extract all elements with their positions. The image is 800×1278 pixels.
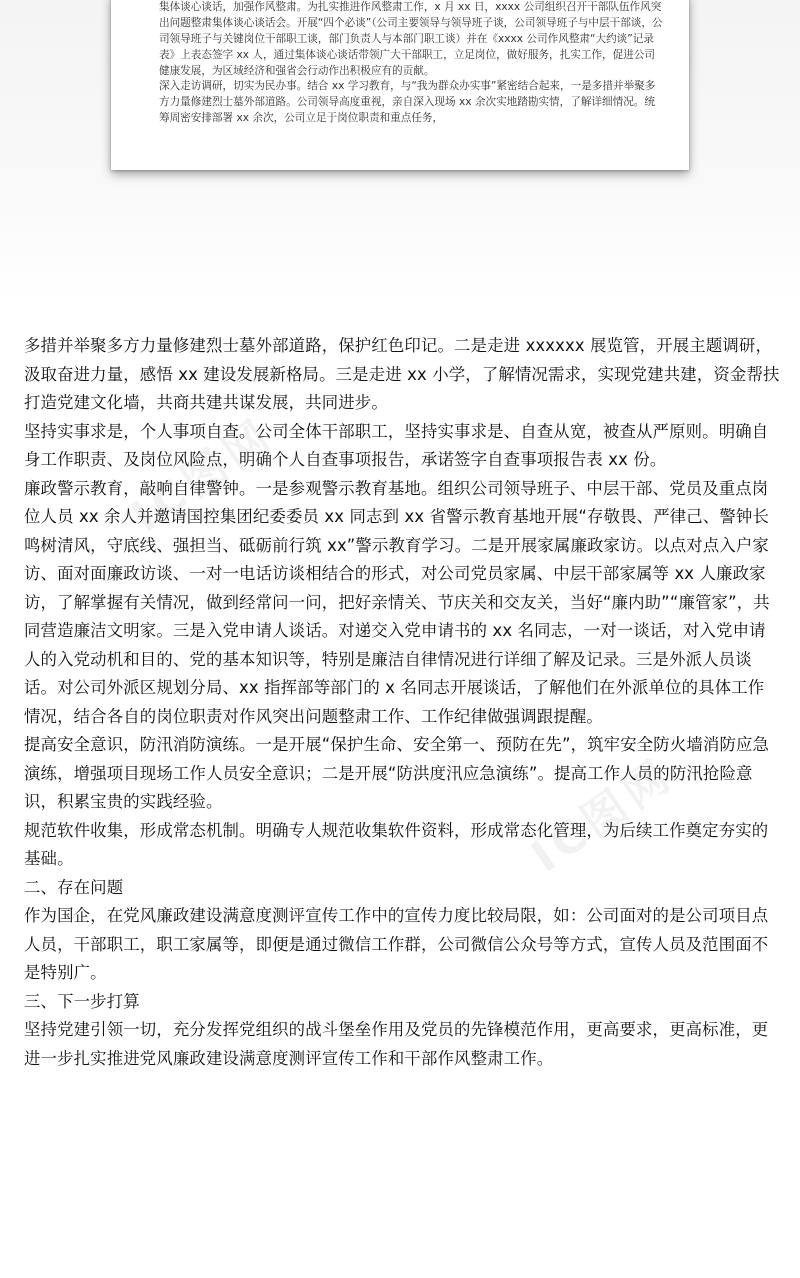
preview-paragraph: 集体谈心谈话，加强作风整肃。为扎实推进作风整肃工作，x 月 xx 日，xxxx 公司组织召开干部队伍作风突出问题整肃集体谈心谈话会。开展“四个必谈”（公司主要领导与领导班子谈，公司领导班子与中层干部谈，公司领导班子与关键岗位干部职工谈，部门负责人与本部门职工谈）并在《xxxx 公司作风整肃“大约谈”记录表》上表态签字 xx 人，通过集体谈心谈话带领广大干部职工，立足岗位，做好服务，扎实工作，促进公司健康发展，为区域经济和强省会行动作出积极应有的贡献。 bbox=[159, 0, 663, 77]
preview-paragraph: 深入走访调研，切实为民办事。结合 xx 学习教育，与“我为群众办实事”紧密结合起来，一是多措并举聚多方力量修建烈士墓外部道路。公司领导高度重视，亲自深入现场 xx 余次实地踏勘实情，了解详细情况。统筹周密安排部署 xx 余次，公司立足于岗位职责和重点任务， bbox=[159, 80, 656, 125]
preview-text bbox=[111, 0, 689, 127]
watermark: IC图网 bbox=[522, 748, 684, 883]
body-paragraph: 作为国企，在党风廉政建设满意度测评宣传工作中的宣传力度比较局限，如：公司面对的是公司项目点人员，干部职工，职工家属等，即便是通过微信工作群，公司微信公众号等方式，宣传人员及范围面不是特别广。 bbox=[24, 906, 769, 982]
document-body bbox=[24, 332, 780, 1073]
body-paragraph: 多措并举聚多方力量修建烈士墓外部道路，保护红色印记。二是走进 xxxxxx 展览管，开展主题调研，汲取奋进力量，感悟 xx 建设发展新格局。三是走进 xx 小学，了解情况需求，实现党建共建，资金帮扶打造党建文化墙，共商共建共谋发展，共同进步。 bbox=[24, 336, 780, 412]
section-heading: 三、下一步打算 bbox=[24, 991, 140, 1011]
section-heading: 二、存在问题 bbox=[24, 877, 124, 897]
watermark: IC图网 bbox=[122, 408, 284, 543]
body-paragraph: 廉政警示教育，敲响自律警钟。一是参观警示教育基地。组织公司领导班子、中层干部、党员及重点岗位人员 xx 余人并邀请国控集团纪委委员 xx 同志到 xx 省警示教育基地开展“存敬畏、严律己、警钟长鸣树清风，守底线、强担当、砥砺前行筑 xx”警示教育学习。二是开展家属廉政家访。以点对点入户家访、面对面廉政访谈、一对一电话访谈相结合的形式，对公司党员家属、中层干部家属等 xx 人廉政家访，了解掌握有关情况，做到经常问一问，把好亲情关、节庆关和交友关，当好“廉内助”“廉管家”，共同营造廉洁文明家。三是入党申请人谈话。对递交入党申请书的 xx 名同志，一对一谈话，对入党申请人的入党动机和目的、党的基本知识等，特别是廉洁自律情况进行详细了解及记录。三是外派人员谈话。对公司外派区规划分局、xx 指挥部等部门的 x 名同志开展谈话，了解他们在外派单位的具体工作情况，结合各自的岗位职责对作风突出问题整肃工作、工作纪律做强调跟提醒。 bbox=[24, 478, 770, 726]
body-paragraph: 提高安全意识，防汛消防演练。一是开展“保护生命、安全第一、预防在先”，筑牢安全防火墙消防应急演练，增强项目现场工作人员安全意识；二是开展“防洪度汛应急演练”。提高工作人员的防汛抢险意识，积累宝贵的实践经验。 bbox=[24, 735, 770, 811]
document-preview-sheet bbox=[111, 0, 689, 170]
body-paragraph: 规范软件收集，形成常态机制。明确专人规范收集软件资料，形成常态化管理，为后续工作奠定夯实的基础。 bbox=[24, 820, 769, 868]
body-paragraph: 坚持党建引领一切，充分发挥党组织的战斗堡垒作用及党员的先锋模范作用，更高要求，更高标准，更进一步扎实推进党风廉政建设满意度测评宣传工作和干部作风整肃工作。 bbox=[24, 1020, 769, 1068]
body-paragraph: 坚持实事求是，个人事项自查。公司全体干部职工，坚持实事求是、自查从宽，被查从严原则。明确自身工作职责、及岗位风险点，明确个人自查事项报告，承诺签字自查事项报告表 xx 份。 bbox=[24, 421, 769, 469]
